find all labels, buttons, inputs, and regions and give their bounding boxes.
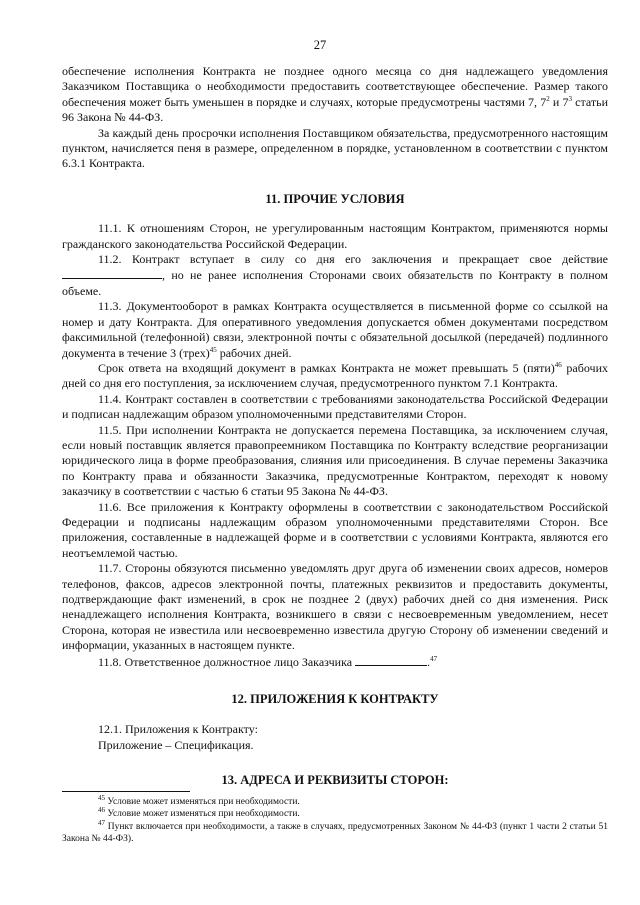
clause-11-2: 11.2. Контракт вступает в силу со дня его заключения и прекращает свое действие , но не ранее исполнения Сторонами своих обязательств по Контракту в полном объеме. [62,252,608,298]
footnote-45: $^{45}$ Условие может изменяться при необходимости. [98,793,300,807]
footnote-46: $^{46}$ Условие может изменяться при необходимости. [98,806,300,820]
clause-11-4: 11.4. Контракт составлен в соответствии с требованиями законодательства Российской Федерации и подписан надлежащим образом уполномоченными представителями Сторон. [62,391,608,422]
clause-11-7: 11.7. Стороны обязуются письменно уведомлять друг друга об изменении своих адресов, номеров телефонов, факсов, адресов электронной почты, платежных реквизитов и предоставить документы, подтверждающие факт изменений, в срок не позднее 2 (двух) рабочих дней со дня изменения. Риск ненадлежащего исполнения Контракта, возникшего в связи с несвоевременным уведомлением, несет Сторона, которая не известила или несвоевременно известила другую Сторону об изменении сведений и информации, указанных в настоящем пункте. [62,561,608,653]
clause-11-3: 11.3. Документооборот в рамках Контракта осуществляется в письменной форме со ссылкой на номер и дату Контракта. Для оперативного уведомления допускается обмен документами посредством факсимильной (телефонной) связи, электронной почты с обязательной досылкой (передачей) подлинного документа в течение 3 (трех)$^{45}$ рабочих дней. [62,299,608,360]
clause-11-6: 11.6. Все приложения к Контракту оформлены в соответствии с законодательством Российской Федерации и подписаны надлежащим образом уполномоченными представителями Сторон. Все приложения, составленные в надлежащей форме и в соответствии с условиями Контракта, являются его неотъемлемой частью. [62,499,608,560]
footnote-separator [62,791,190,792]
clause-11-8: 11.8. Ответственное должностное лицо Заказчика .$^{47}$ [98,654,438,669]
blank-field [62,267,162,279]
blank-field [355,654,427,666]
footnote-ref-46: 46 [554,360,562,369]
paragraph-response-time: Срок ответа на входящий документ в рамках Контракта не может превышать 5 (пяти)$^{46}$ рабочих дней со дня его поступления, за исключением случая, предусмотренного пунктом 7.1 Контракта. [62,360,608,391]
page-body [62,64,608,789]
footnotes [62,793,608,845]
clause-12-1: 12.1. Приложения к Контракту: [98,722,258,737]
footnote-47: $^{47}$ Пункт включается при необходимости, а также в случаях, предусмотренных Законом № 44-ФЗ (пункт 1 части 2 статьи 51 Закона № 44-ФЗ). [62,818,608,844]
paragraph-penalty: За каждый день просрочки исполнения Поставщиком обязательства, предусмотренного настоящим пунктом, начисляется пеня в размере, определенном в порядке, установленном в соответствии с пунктом 6.3.1 Контракта. [62,125,608,171]
footnote-ref-47: 47 [430,654,438,663]
clause-11-1: 11.1. К отношениям Сторон, не урегулированным настоящим Контрактом, применяются нормы гражданского законодательства Российской Федерации. [62,221,608,251]
section-heading-11: 11. ПРОЧИЕ УСЛОВИЯ [265,191,405,206]
section-heading-12: 12. ПРИЛОЖЕНИЯ К КОНТРАКТУ [231,692,439,707]
paragraph-continued: обеспечение исполнения Контракта не позднее одного месяца со дня надлежащего уведомления Заказчиком Поставщика о необходимости предоставить соответствующее обеспечение. Размер такого обеспечения может быть уменьшен в порядке и случаях, которые предусмотрены частями 7, $7^2$ и $7^3$ статьи 96 Закона № 44-ФЗ. [62,64,609,125]
clause-11-5: 11.5. При исполнении Контракта не допускается перемена Поставщика, за исключением случая, если новый поставщик является правопреемником Поставщика по Контракту вследствие реорганизации юридического лица в форме преобразования, слияния или присоединения. В случае перемены Заказчика по Контракту права и обязанности Заказчика, предусмотренные Контрактом, переходят к новому заказчику в соответствии с частью 6 статьи 95 Закона № 44-ФЗ. [62,422,608,499]
footnote-ref-45: 45 [209,345,217,354]
attachment-item: Приложение – Спецификация. [98,737,254,752]
section-heading-13: 13. АДРЕСА И РЕКВИЗИТЫ СТОРОН: [221,773,449,788]
page-number: 27 [313,38,327,52]
